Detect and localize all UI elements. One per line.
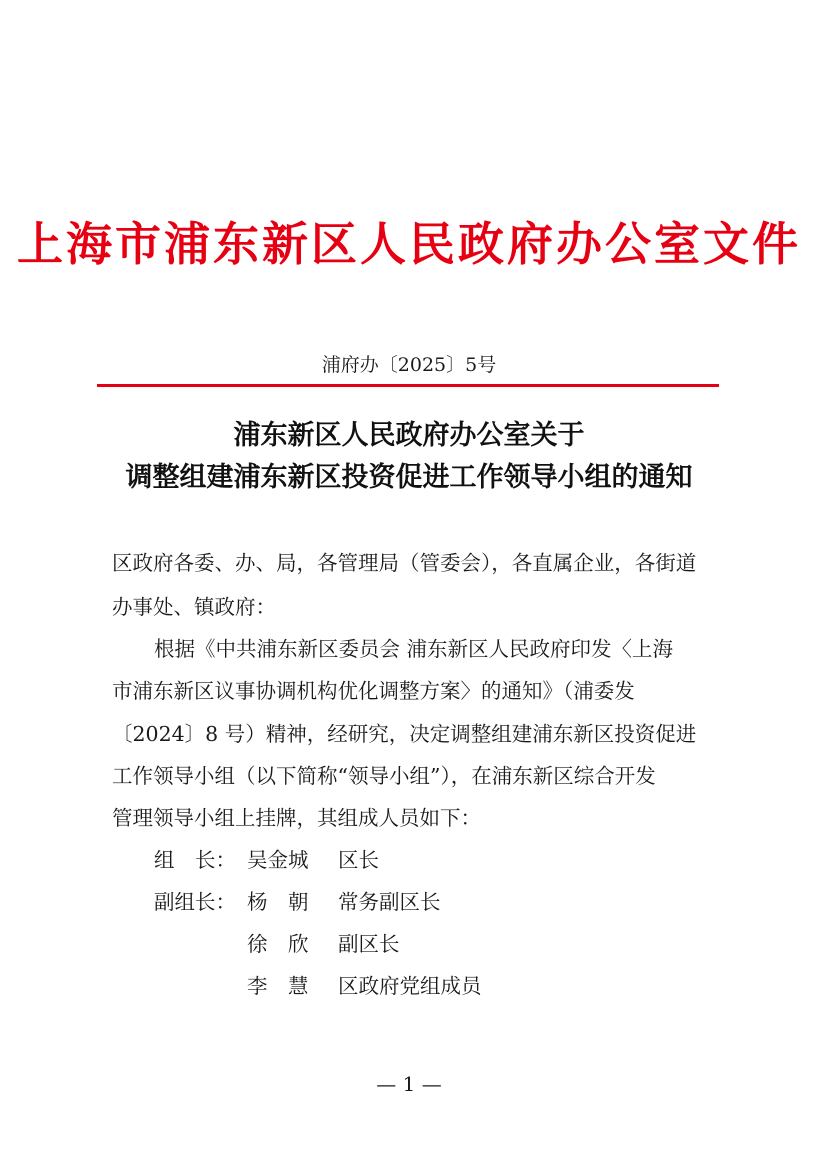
deputy-title: 副区长 [338, 932, 400, 956]
red-divider-rule [97, 384, 719, 387]
paragraph-line: 〔2024〕8 号）精神，经研究，决定调整组建浦东新区投资促进 [112, 722, 697, 746]
deputy-label: 副组长： [154, 890, 236, 914]
leader-name: 吴金城 [247, 848, 309, 872]
leader-title: 区长 [338, 848, 379, 872]
deputy-name: 李 慧 [247, 974, 309, 998]
recipients-line-1: 区政府各委、办、局，各管理局（管委会），各直属企业，各街道 [112, 551, 697, 575]
recipients-line-2: 办事处、镇政府： [112, 595, 276, 619]
notice-title-line-2: 调整组建浦东新区投资促进工作领导小组的通知 [125, 462, 693, 493]
deputy-name: 杨 朝 [247, 890, 309, 914]
document-number: 浦府办〔2025〕5号 [321, 354, 497, 376]
paragraph-line: 根据《中共浦东新区委员会 浦东新区人民政府印发〈上海 [154, 637, 674, 661]
leader-label: 组 长： [154, 848, 236, 872]
paragraph-line: 管理领导小组上挂牌，其组成人员如下： [112, 806, 481, 830]
paragraph-line: 工作领导小组（以下简称“领导小组”），在浦东新区综合开发 [112, 764, 656, 788]
page-number: — 1 — [376, 1072, 442, 1096]
issuing-authority-header: 上海市浦东新区人民政府办公室文件 [17, 217, 801, 271]
paragraph-line: 市浦东新区议事协调机构优化调整方案〉的通知》（浦委发 [112, 679, 635, 703]
deputy-name: 徐 欣 [247, 932, 309, 956]
deputy-title: 区政府党组成员 [338, 974, 482, 998]
notice-title-line-1: 浦东新区人民政府办公室关于 [233, 420, 585, 451]
deputy-title: 常务副区长 [338, 890, 441, 914]
